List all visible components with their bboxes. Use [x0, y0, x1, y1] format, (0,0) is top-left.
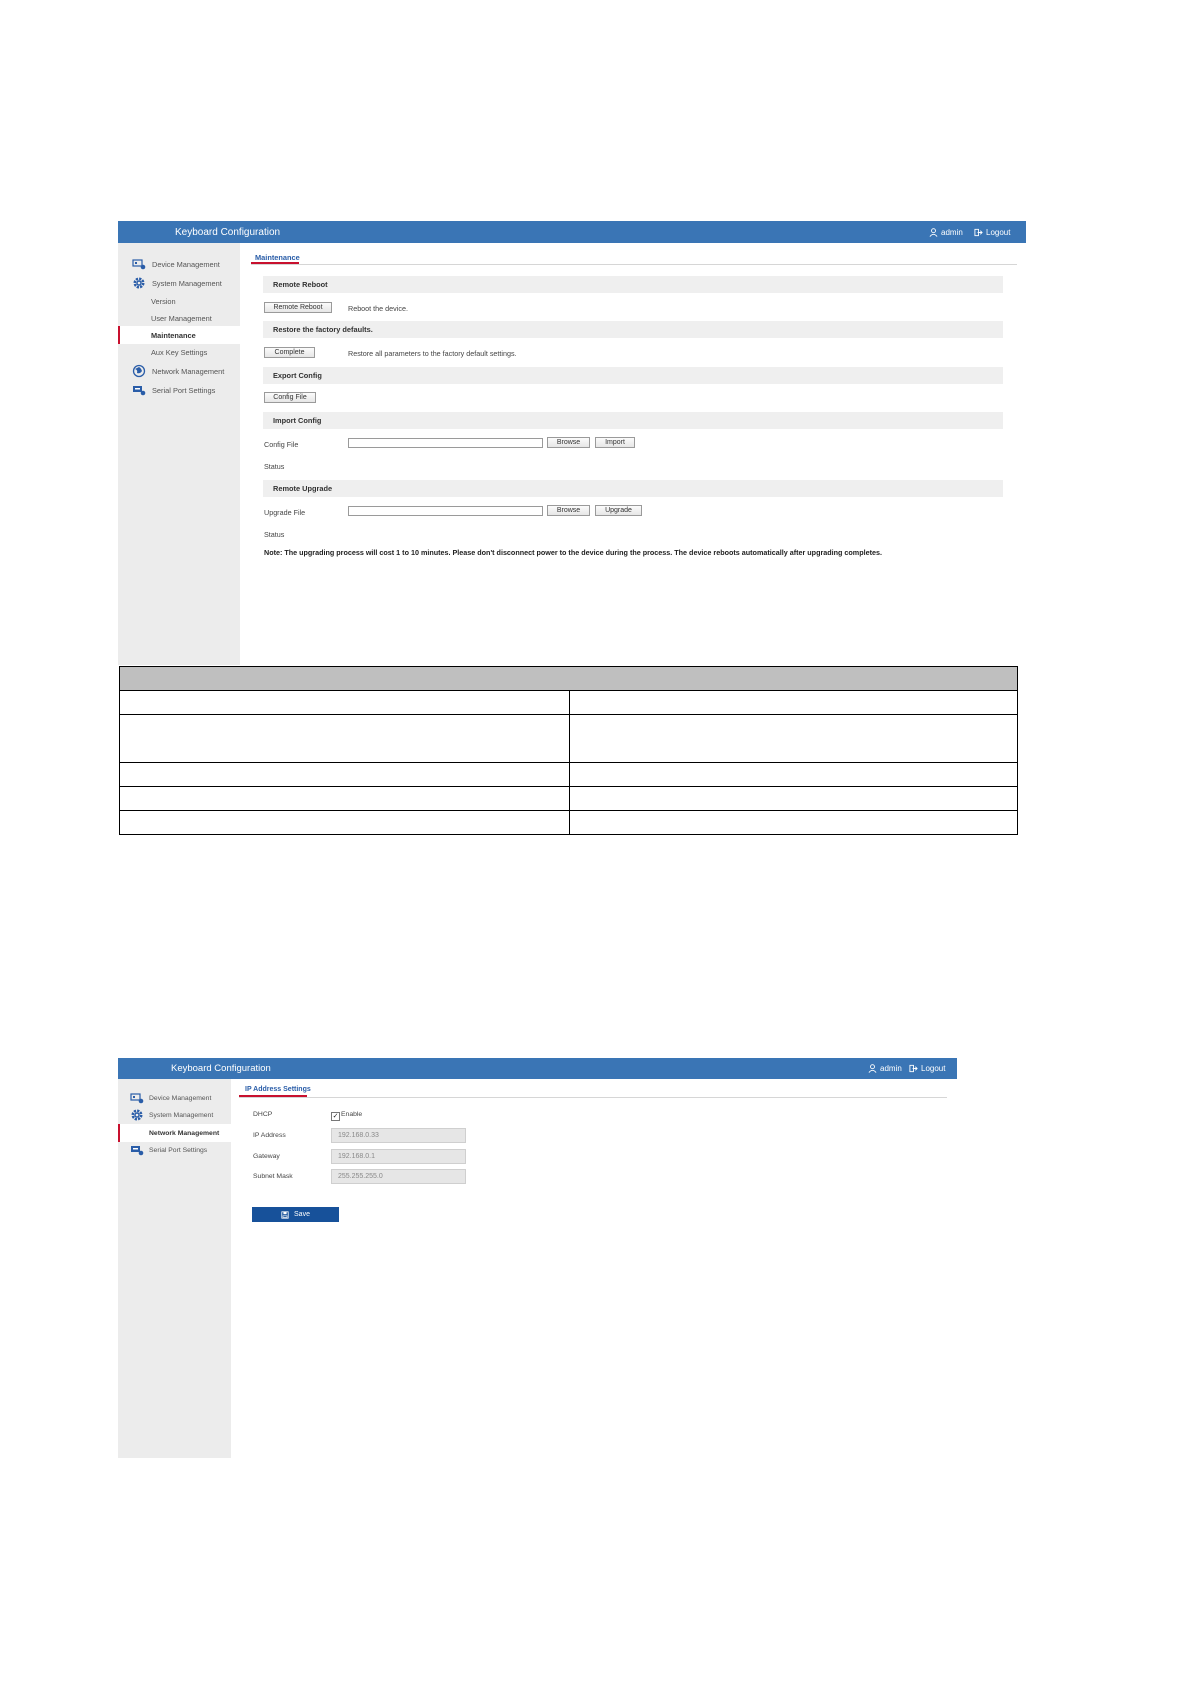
sidebar-label: Network Management [149, 1129, 220, 1137]
config-file-input[interactable] [348, 438, 543, 448]
sidebar-item-device-management[interactable] [118, 255, 240, 273]
tab-divider [251, 264, 1017, 265]
upgrade-file-input[interactable] [348, 506, 543, 516]
table-cell [120, 691, 570, 715]
logout-label: Logout [921, 1064, 946, 1073]
sidebar-item-serial-port-settings[interactable] [118, 1141, 231, 1159]
table-row [120, 763, 1018, 787]
save-label: Save [294, 1211, 310, 1218]
table-cell [570, 787, 1018, 811]
logout-link[interactable] [974, 228, 1010, 237]
config-file-label: Config File [264, 440, 299, 449]
dhcp-enable-label: Enable [341, 1111, 363, 1118]
network-screenshot [118, 1058, 957, 1458]
device-management-icon [132, 257, 146, 271]
gateway-field[interactable]: 192.168.0.1 [331, 1149, 466, 1164]
table-header-cell [120, 667, 1018, 691]
sidebar-item-serial-port-settings[interactable] [118, 381, 240, 399]
table-row [120, 691, 1018, 715]
section-remote-upgrade: Remote Upgrade [263, 480, 1003, 497]
save-icon [281, 1211, 289, 1219]
sidebar-label: Maintenance [151, 330, 196, 340]
sidebar-label: System Management [149, 1111, 214, 1119]
username: admin [880, 1064, 902, 1073]
table-cell [120, 787, 570, 811]
sidebar-item-network-management[interactable] [118, 362, 240, 380]
logout-link[interactable] [909, 1064, 945, 1073]
app-title: Keyboard Configuration [175, 227, 281, 238]
table-cell [570, 811, 1018, 835]
tab-maintenance[interactable]: Maintenance [255, 253, 300, 262]
sidebar-label: User Management [151, 313, 212, 323]
gateway-label: Gateway [253, 1153, 280, 1160]
user-menu[interactable] [868, 1064, 902, 1073]
sidebar-label: Serial Port Settings [152, 385, 216, 395]
upgrade-file-label: Upgrade File [264, 508, 306, 517]
restore-description: Restore all parameters to the factory default settings. [348, 349, 517, 358]
table-row [120, 787, 1018, 811]
subnet-mask-field[interactable]: 255.255.255.0 [331, 1169, 466, 1184]
subnet-mask-label: Subnet Mask [253, 1173, 293, 1180]
save-button[interactable] [252, 1207, 339, 1222]
dhcp-checkbox[interactable]: ✓ [332, 1113, 339, 1120]
ip-address-label: IP Address [253, 1132, 286, 1139]
device-management-icon [130, 1091, 144, 1105]
table-cell [120, 811, 570, 835]
table-header-row [120, 667, 1018, 691]
section-import-config: Import Config [263, 412, 1003, 429]
app-title: Keyboard Configuration [171, 1063, 271, 1074]
table-row [120, 715, 1018, 763]
sidebar [118, 1079, 231, 1458]
sidebar-item-network-management[interactable] [118, 1124, 231, 1142]
upgrade-note: Note: The upgrading process will cost 1 to 10 minutes. Please don't disconnect power to the device during the process. The device reboots automatically after upgrading completes. [264, 548, 882, 557]
table-cell [570, 763, 1018, 787]
remote-reboot-button[interactable]: Remote Reboot [264, 302, 332, 313]
tab-ip-address-settings[interactable]: IP Address Settings [245, 1086, 311, 1093]
logout-label: Logout [986, 228, 1011, 237]
upgrade-button[interactable]: Upgrade [595, 505, 642, 516]
sidebar-label: System Management [152, 278, 222, 288]
tab-divider [239, 1097, 947, 1098]
logout-icon [909, 1064, 918, 1073]
upgrade-status-label: Status [264, 530, 285, 539]
sidebar [118, 243, 240, 665]
username: admin [941, 228, 963, 237]
header-bar [118, 221, 1026, 243]
sidebar-label: Version [151, 296, 176, 306]
user-menu[interactable] [929, 228, 963, 237]
sidebar-label: Device Management [152, 259, 220, 269]
sidebar-item-system-management[interactable] [118, 274, 240, 292]
section-export-config: Export Config [263, 367, 1003, 384]
ip-address-field[interactable]: 192.168.0.33 [331, 1128, 466, 1143]
user-icon [929, 228, 938, 237]
browse-config-button[interactable]: Browse [547, 437, 590, 448]
maintenance-screenshot [118, 221, 1026, 665]
table-cell [570, 715, 1018, 763]
dhcp-label: DHCP [253, 1111, 273, 1118]
sidebar-item-user-management[interactable] [118, 309, 240, 327]
complete-button[interactable]: Complete [264, 347, 315, 358]
logout-icon [974, 228, 983, 237]
serial-port-icon [132, 383, 146, 397]
import-button[interactable]: Import [595, 437, 635, 448]
globe-icon [132, 364, 146, 378]
sidebar-label: Aux Key Settings [151, 347, 208, 357]
table-cell [570, 691, 1018, 715]
section-restore-defaults: Restore the factory defaults. [263, 321, 1003, 338]
serial-port-icon [130, 1143, 144, 1157]
config-file-button[interactable]: Config File [264, 392, 316, 403]
section-remote-reboot: Remote Reboot [263, 276, 1003, 293]
gear-icon [130, 1108, 144, 1122]
user-icon [868, 1064, 877, 1073]
sidebar-item-version[interactable] [118, 292, 240, 310]
sidebar-item-maintenance[interactable] [118, 326, 240, 344]
sidebar-label: Network Management [152, 366, 225, 376]
sidebar-label: Device Management [149, 1094, 212, 1102]
sidebar-item-system-management[interactable] [118, 1106, 231, 1124]
import-status-label: Status [264, 462, 285, 471]
sidebar-item-device-management[interactable] [118, 1089, 231, 1107]
table-cell [120, 763, 570, 787]
gear-icon [132, 276, 146, 290]
remote-reboot-description: Reboot the device. [348, 304, 408, 313]
table-cell [120, 715, 570, 763]
sidebar-label: Serial Port Settings [149, 1146, 208, 1154]
table-row [120, 811, 1018, 835]
sidebar-item-aux-key-settings[interactable] [118, 343, 240, 361]
header-bar [118, 1058, 957, 1079]
browse-upgrade-button[interactable]: Browse [547, 505, 590, 516]
document-table [119, 666, 1018, 835]
